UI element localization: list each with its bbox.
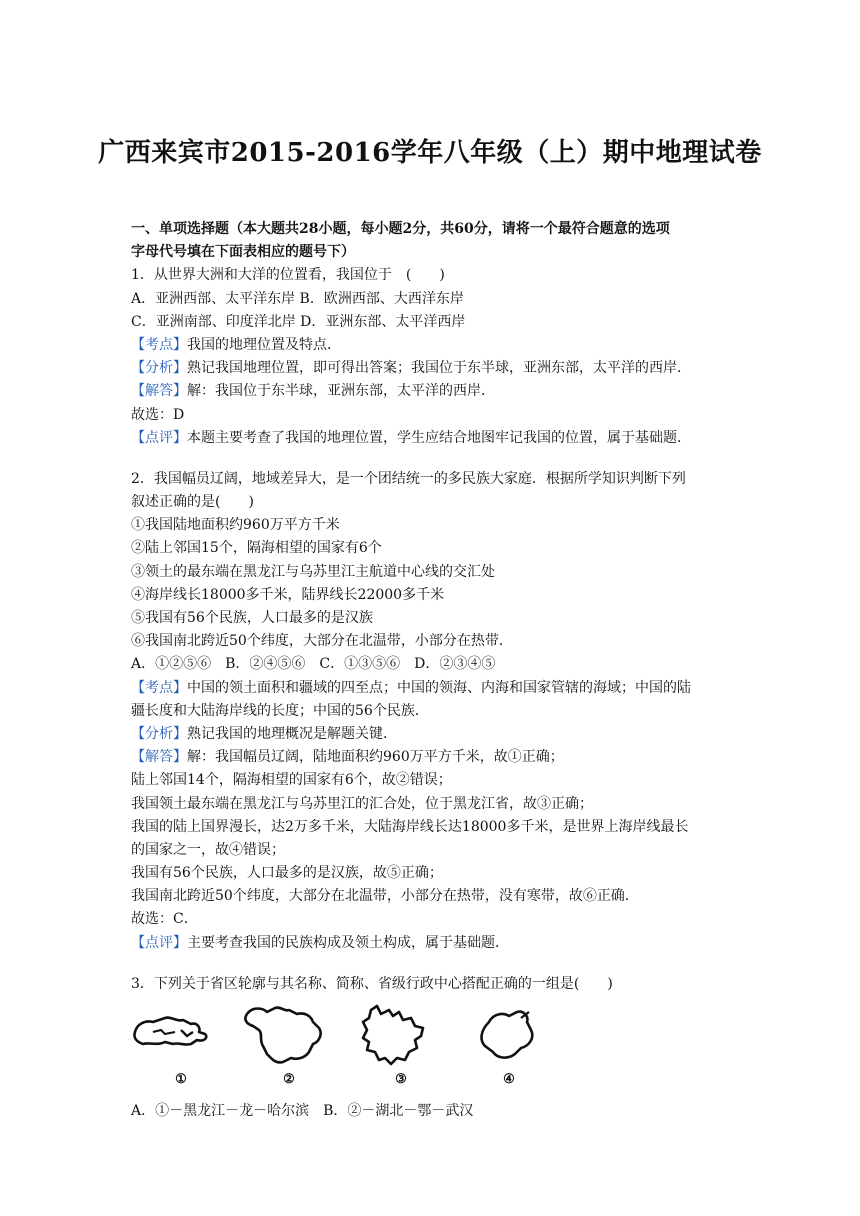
q2-stem-line2: 叙述正确的是( ) <box>131 494 254 511</box>
dianping-tag: 【点评】 <box>131 934 187 951</box>
fenxi-text: 熟记我国地理位置，即可得出答案；我国位于东半球，亚洲东部，太平洋的西岸． <box>187 360 691 377</box>
fenxi-tag: 【分析】 <box>131 725 187 742</box>
province-outline-figures <box>131 1002 731 1096</box>
kaodian-text: 中国的领土面积和疆域的四至点；中国的领海、内海和国家管辖的海域；中国的陆 <box>187 679 691 696</box>
figure-label: ③ <box>395 1072 407 1087</box>
q2-stem-line1: 2．我国幅员辽阔，地域差异大，是一个团结统一的多民族大家庭．根据所学知识判断下列 <box>131 470 686 487</box>
province-outline-4 <box>459 1002 559 1096</box>
province-outline-2 <box>239 1002 339 1096</box>
figure-label: ② <box>283 1072 295 1087</box>
dianping-text: 主要考查我国的民族构成及领土构成，属于基础题． <box>187 934 509 951</box>
figure-label: ① <box>175 1072 187 1087</box>
q3-stem: 3．下列关于省区轮廓与其名称、简称、省级行政中心搭配正确的一组是( ) <box>131 975 613 992</box>
q2-jieda-line: 陆上邻国14个，隔海相望的国家有6个，故②错误； <box>131 772 452 789</box>
q2-jieda-line: 我国南北跨近50个纬度，大部分在北温带，小部分在热带，没有寒带，故⑥正确． <box>131 888 639 905</box>
q2-answer: 故选：C． <box>131 911 198 928</box>
q2-jieda-line: 我国领土最东端在黑龙江与乌苏里江的汇合处，位于黑龙江省，故③正确； <box>131 795 593 812</box>
q1-stem: 1．从世界大洲和大洋的位置看，我国位于 ( ) <box>131 267 445 284</box>
kaodian-text: 我国的地理位置及特点． <box>187 336 341 353</box>
figure-label: ④ <box>503 1072 515 1087</box>
section-heading-line1: 一、单项选择题（本大题共28小题，每小题2分，共60分，请将一个最符合题意的选项 <box>131 221 670 237</box>
jieda-text: 解：我国位于东半球，亚洲东部，太平洋的西岸． <box>187 383 495 400</box>
dianping-text: 本题主要考查了我国的地理位置，学生应结合地图牢记我国的位置，属于基础题． <box>187 429 691 446</box>
page-title: 广西来宾市2015-2016学年八年级（上）期中地理试卷 <box>98 138 762 168</box>
q1-kaodian <box>131 334 731 357</box>
q2-item: ②陆上邻国15个，隔海相望的国家有6个 <box>131 540 382 557</box>
province-outline-1 <box>131 1002 231 1096</box>
dianping-tag: 【点评】 <box>131 429 187 446</box>
q2-kaodian-cont: 疆长度和大陆海岸线的长度；中国的56个民族． <box>131 702 429 719</box>
q1-options-ab: A．亚洲西部、太平洋东岸 B．欧洲西部、大西洋东岸 <box>131 290 464 307</box>
q2-kaodian <box>131 677 731 700</box>
q2-item: ①我国陆地面积约960万平方千米 <box>131 517 340 534</box>
jieda-tag: 【解答】 <box>131 749 187 766</box>
fenxi-tag: 【分析】 <box>131 360 187 377</box>
q2-jieda-line: 我国有56个民族，人口最多的是汉族，故⑤正确； <box>131 865 443 882</box>
kaodian-tag: 【考点】 <box>131 679 187 696</box>
q2-fenxi <box>131 723 731 746</box>
q1-options-cd: C．亚洲南部、印度洋北岸 D．亚洲东部、太平洋西岸 <box>131 313 466 330</box>
q2-item: ③领土的最东端在黑龙江与乌苏里江主航道中心线的交汇处 <box>131 563 495 580</box>
q2-item: ④海岸线长18000多千米，陆界线长22000多千米 <box>131 586 445 603</box>
province-outline-3 <box>351 1002 451 1096</box>
q1-fenxi <box>131 357 731 380</box>
q2-item: ⑥我国南北跨近50个纬度，大部分在北温带，小部分在热带． <box>131 633 513 650</box>
jieda-tag: 【解答】 <box>131 383 187 400</box>
q1-answer: 故选：D <box>131 406 185 423</box>
jieda-text: 解：我国幅员辽阔，陆地面积约960万平方千米，故①正确； <box>187 749 564 766</box>
q2-jieda <box>131 746 731 769</box>
q2-dianping <box>131 932 731 955</box>
exam-content <box>131 218 731 1123</box>
section-heading-line2: 字母代号填在下面表相应的题号下） <box>131 244 355 261</box>
q2-item: ⑤我国有56个民族，人口最多的是汉族 <box>131 610 373 626</box>
fenxi-text: 熟记我国的地理概况是解题关键． <box>187 725 397 742</box>
q3-options-ab: A．①－黑龙江－龙－哈尔滨 B．②－湖北－鄂－武汉 <box>131 1103 474 1119</box>
q1-jieda <box>131 380 731 403</box>
q2-jieda-line: 我国的陆上国界漫长，达2万多千米，大陆海岸线长达18000多千米，是世界上海岸线最长 <box>131 818 689 835</box>
q2-jieda-line: 的国家之一，故④错误； <box>131 841 285 858</box>
q1-dianping <box>131 427 731 450</box>
q2-options: A．①②⑤⑥ B．②④⑤⑥ C．①③⑤⑥ D．②③④⑤ <box>131 656 496 673</box>
kaodian-tag: 【考点】 <box>131 336 187 353</box>
